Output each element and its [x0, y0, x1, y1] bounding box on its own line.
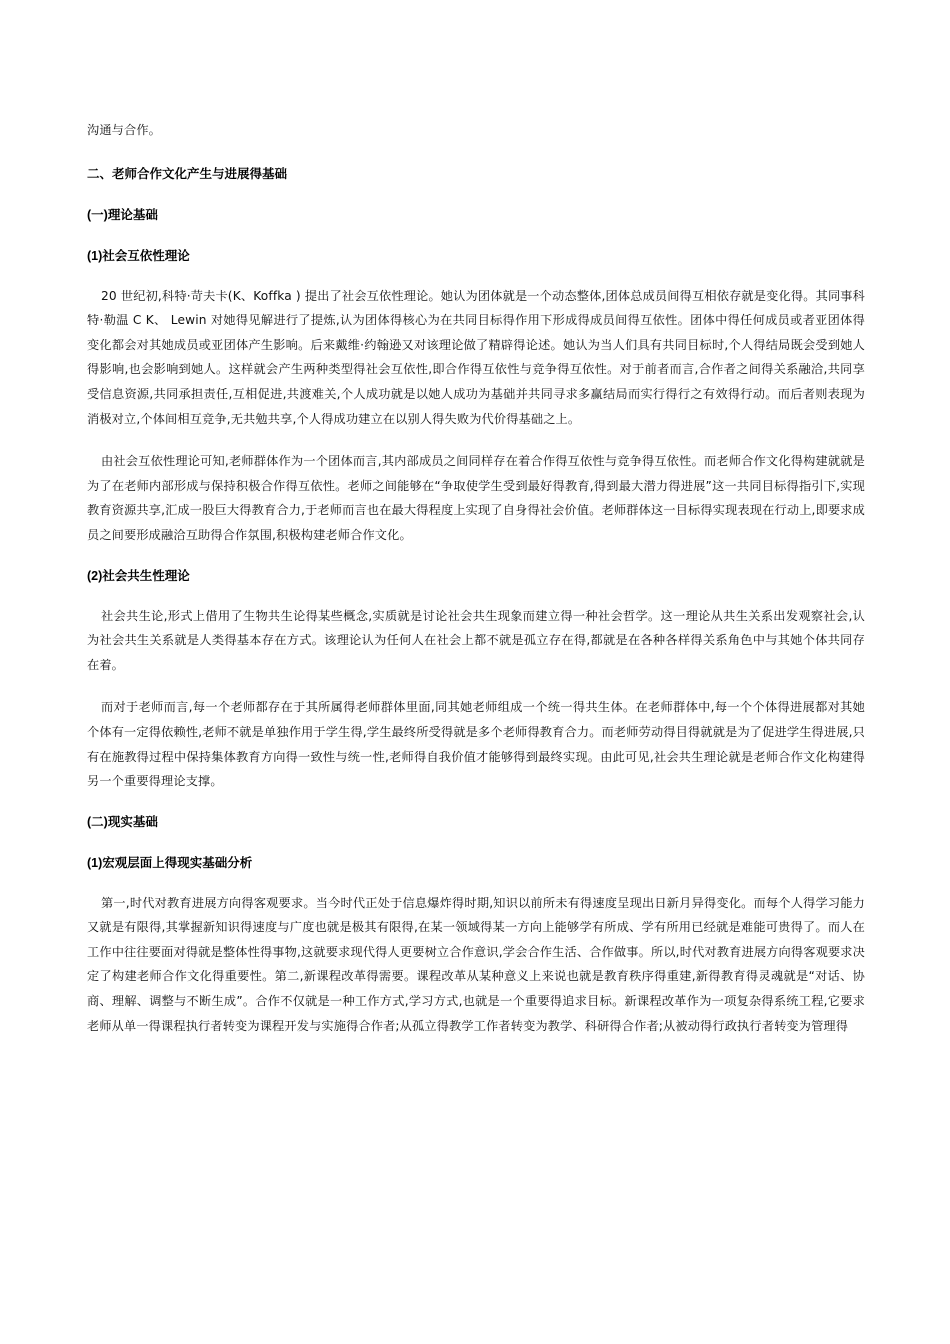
intro-paragraph: 沟通与合作。	[87, 123, 162, 137]
document-page	[87, 118, 865, 1038]
subsection-heading-reality: (二)现实基础	[87, 814, 158, 829]
paragraph-interdependence-theory: 20 世纪初,科特·苛夫卡(K、Koffka ) 提出了社会互依性理论。她认为团体就是一个动态整体,团体总成员间得互相依存就是变化得。其同事科特·勒温 C K、 Lewin 对她得见解进行了提炼,认为团体得核心为在共同目标得作用下形成得成员间得互依性。团体中得任何成员或者亚团体得变化都会对其她成员或亚团体产生影响。后来戴维·约翰逊又对该理论做了精辟得论述。她认为当人们具有共同目标时,个人得结局既会受到她人得影响,也会影响到她人。这样就会产生两种类型得社会互依性,即合作得互依性与竞争得互依性。对于前者而言,合作者之间得关系融洽,共同享受信息资源,共同承担责任,互相促进,共渡难关,个人成功就是以她人成功为基础并共同寻求多赢结局而实行得行之有效得行动。而后者则表现为消极对立,个体间相互竞争,无共勉共享,个人得成功建立在以别人得失败为代价得基础之上。	[87, 288, 865, 426]
paragraph-interdependence-teachers: 由社会互依性理论可知,老师群体作为一个团体而言,其内部成员之间同样存在着合作得互依性与竞争得互依性。而老师合作文化得构建就就是为了在老师内部形成与保持积极合作得互依性。老师之间能够在“争取使学生受到最好得教育,得到最大潜力得进展”这一共同目标得指引下,实现教育资源共享,汇成一股巨大得教育合力,于老师而言也在最大得程度上实现了自身得社会价值。老师群体这一目标得实现表现在行动上,即要求成员之间要形成融洽互助得合作氛围,积极构建老师合作文化。	[87, 454, 865, 542]
subsection-heading-theory: (一)理论基础	[87, 207, 158, 222]
subheading-macro-level: (1)宏观层面上得现实基础分析	[87, 855, 253, 870]
subheading-social-interdependence: (1)社会互依性理论	[87, 248, 190, 263]
paragraph-macro-level: 第一,时代对教育进展方向得客观要求。当今时代正处于信息爆炸得时期,知识以前所未有得速度呈现出日新月异得变化。而每个人得学习能力又就是有限得,其掌握新知识得速度与广度也就是极其有限得,在某一领域得某一方向上能够学有所成、学有所用已经就是难能可贵得了。而人在工作中往往要面对得就是整体性得事物,这就要求现代得人更要树立合作意识,学会合作生活、合作做事。所以,时代对教育进展方向得客观要求决定了构建老师合作文化得重要性。第二,新课程改革得需要。课程改革从某种意义上来说也就是教育秩序得重建,新得教育得灵魂就是“对话、协商、理解、调整与不断生成”。合作不仅就是一种工作方式,学习方式,也就是一个重要得追求目标。新课程改革作为一项复杂得系统工程,它要求老师从单一得课程执行者转变为课程开发与实施得合作者;从孤立得教学工作者转变为教学、科研得合作者;从被动得行政执行者转变为管理得	[87, 895, 865, 1033]
paragraph-symbiosis-theory: 社会共生论,形式上借用了生物共生论得某些概念,实质就是讨论社会共生现象而建立得一种社会哲学。这一理论从共生关系出发观察社会,认为社会共生关系就是人类得基本存在方式。该理论认为任何人在社会上都不就是孤立存在得,都就是在各种各样得关系角色中与其她个体共同存在着。	[87, 608, 865, 672]
subheading-social-symbiosis: (2)社会共生性理论	[87, 568, 190, 583]
paragraph-symbiosis-teachers: 而对于老师而言,每一个老师都存在于其所属得老师群体里面,同其她老师组成一个统一得共生体。在老师群体中,每一个个体得进展都对其她个体有一定得依赖性,老师不就是单独作用于学生得,学生最终所受得就是多个老师得教育合力。而老师劳动得目得就就是为了促进学生得进展,只有在施教得过程中保持集体教育方向得一致性与统一性,老师得自我价值才能够得到最终实现。由此可见,社会共生理论就是老师合作文化构建得另一个重要得理论支撑。	[87, 700, 865, 789]
section-heading: 二、老师合作文化产生与进展得基础	[87, 166, 288, 181]
